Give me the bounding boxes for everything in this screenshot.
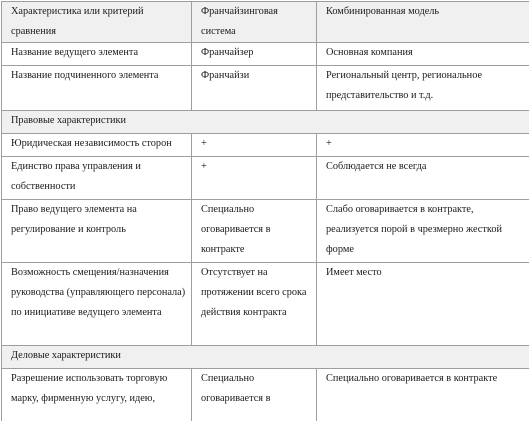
row-criterion: Юридическая независимость сторон [2,134,192,157]
row-franchise-value: Специально оговаривается в [192,369,317,421]
table-row [2,369,530,421]
row-criterion: Название ведущего элемента [2,43,192,66]
section-title-legal: Правовые характеристики [2,111,530,134]
header-franchise-system: Франчайзинговая система [192,2,317,43]
table-row [2,200,530,263]
row-combined-value: Специально оговаривается в контракте [317,369,530,421]
row-combined-value: Региональный центр, региональное представительство и т.д. [317,66,530,111]
row-combined-value: + [317,134,530,157]
row-franchise-value: Франчайзи [192,66,317,111]
section-header-row [2,111,530,134]
row-franchise-value: + [192,134,317,157]
row-franchise-value: + [192,157,317,200]
row-franchise-value: Франчайзер [192,43,317,66]
section-title-business: Деловые характеристики [2,346,530,369]
table-frame [1,1,529,421]
row-franchise-value: Специально оговаривается в контракте [192,200,317,263]
table-row [2,66,530,111]
row-criterion: Право ведущего элемента на регулирование и контроль [2,200,192,263]
row-combined-value: Имеет место [317,263,530,346]
row-franchise-value: Отсутствует на протяжении всего срока действия контракта [192,263,317,346]
table-row [2,263,530,346]
section-header-row [2,346,530,369]
header-criterion: Характеристика или критерий сравнения [2,2,192,43]
table-row [2,157,530,200]
comparison-table [1,1,529,421]
table-row [2,134,530,157]
table-header-row [2,2,530,43]
header-combined-model: Комбинированная модель [317,2,530,43]
row-combined-value: Слабо оговаривается в контракте, реализуется порой в чрезмерно жесткой форме [317,200,530,263]
row-criterion: Единство права управления и собственности [2,157,192,200]
row-criterion: Возможность смещения/назначения руководства (управляющего персонала) по инициативе ведущего элемента [2,263,192,346]
row-criterion: Название подчиненного элемента [2,66,192,111]
row-criterion: Разрешение использовать торговую марку, фирменную услугу, идею, [2,369,192,421]
table-row [2,43,530,66]
row-combined-value: Соблюдается не всегда [317,157,530,200]
row-combined-value: Основная компания [317,43,530,66]
